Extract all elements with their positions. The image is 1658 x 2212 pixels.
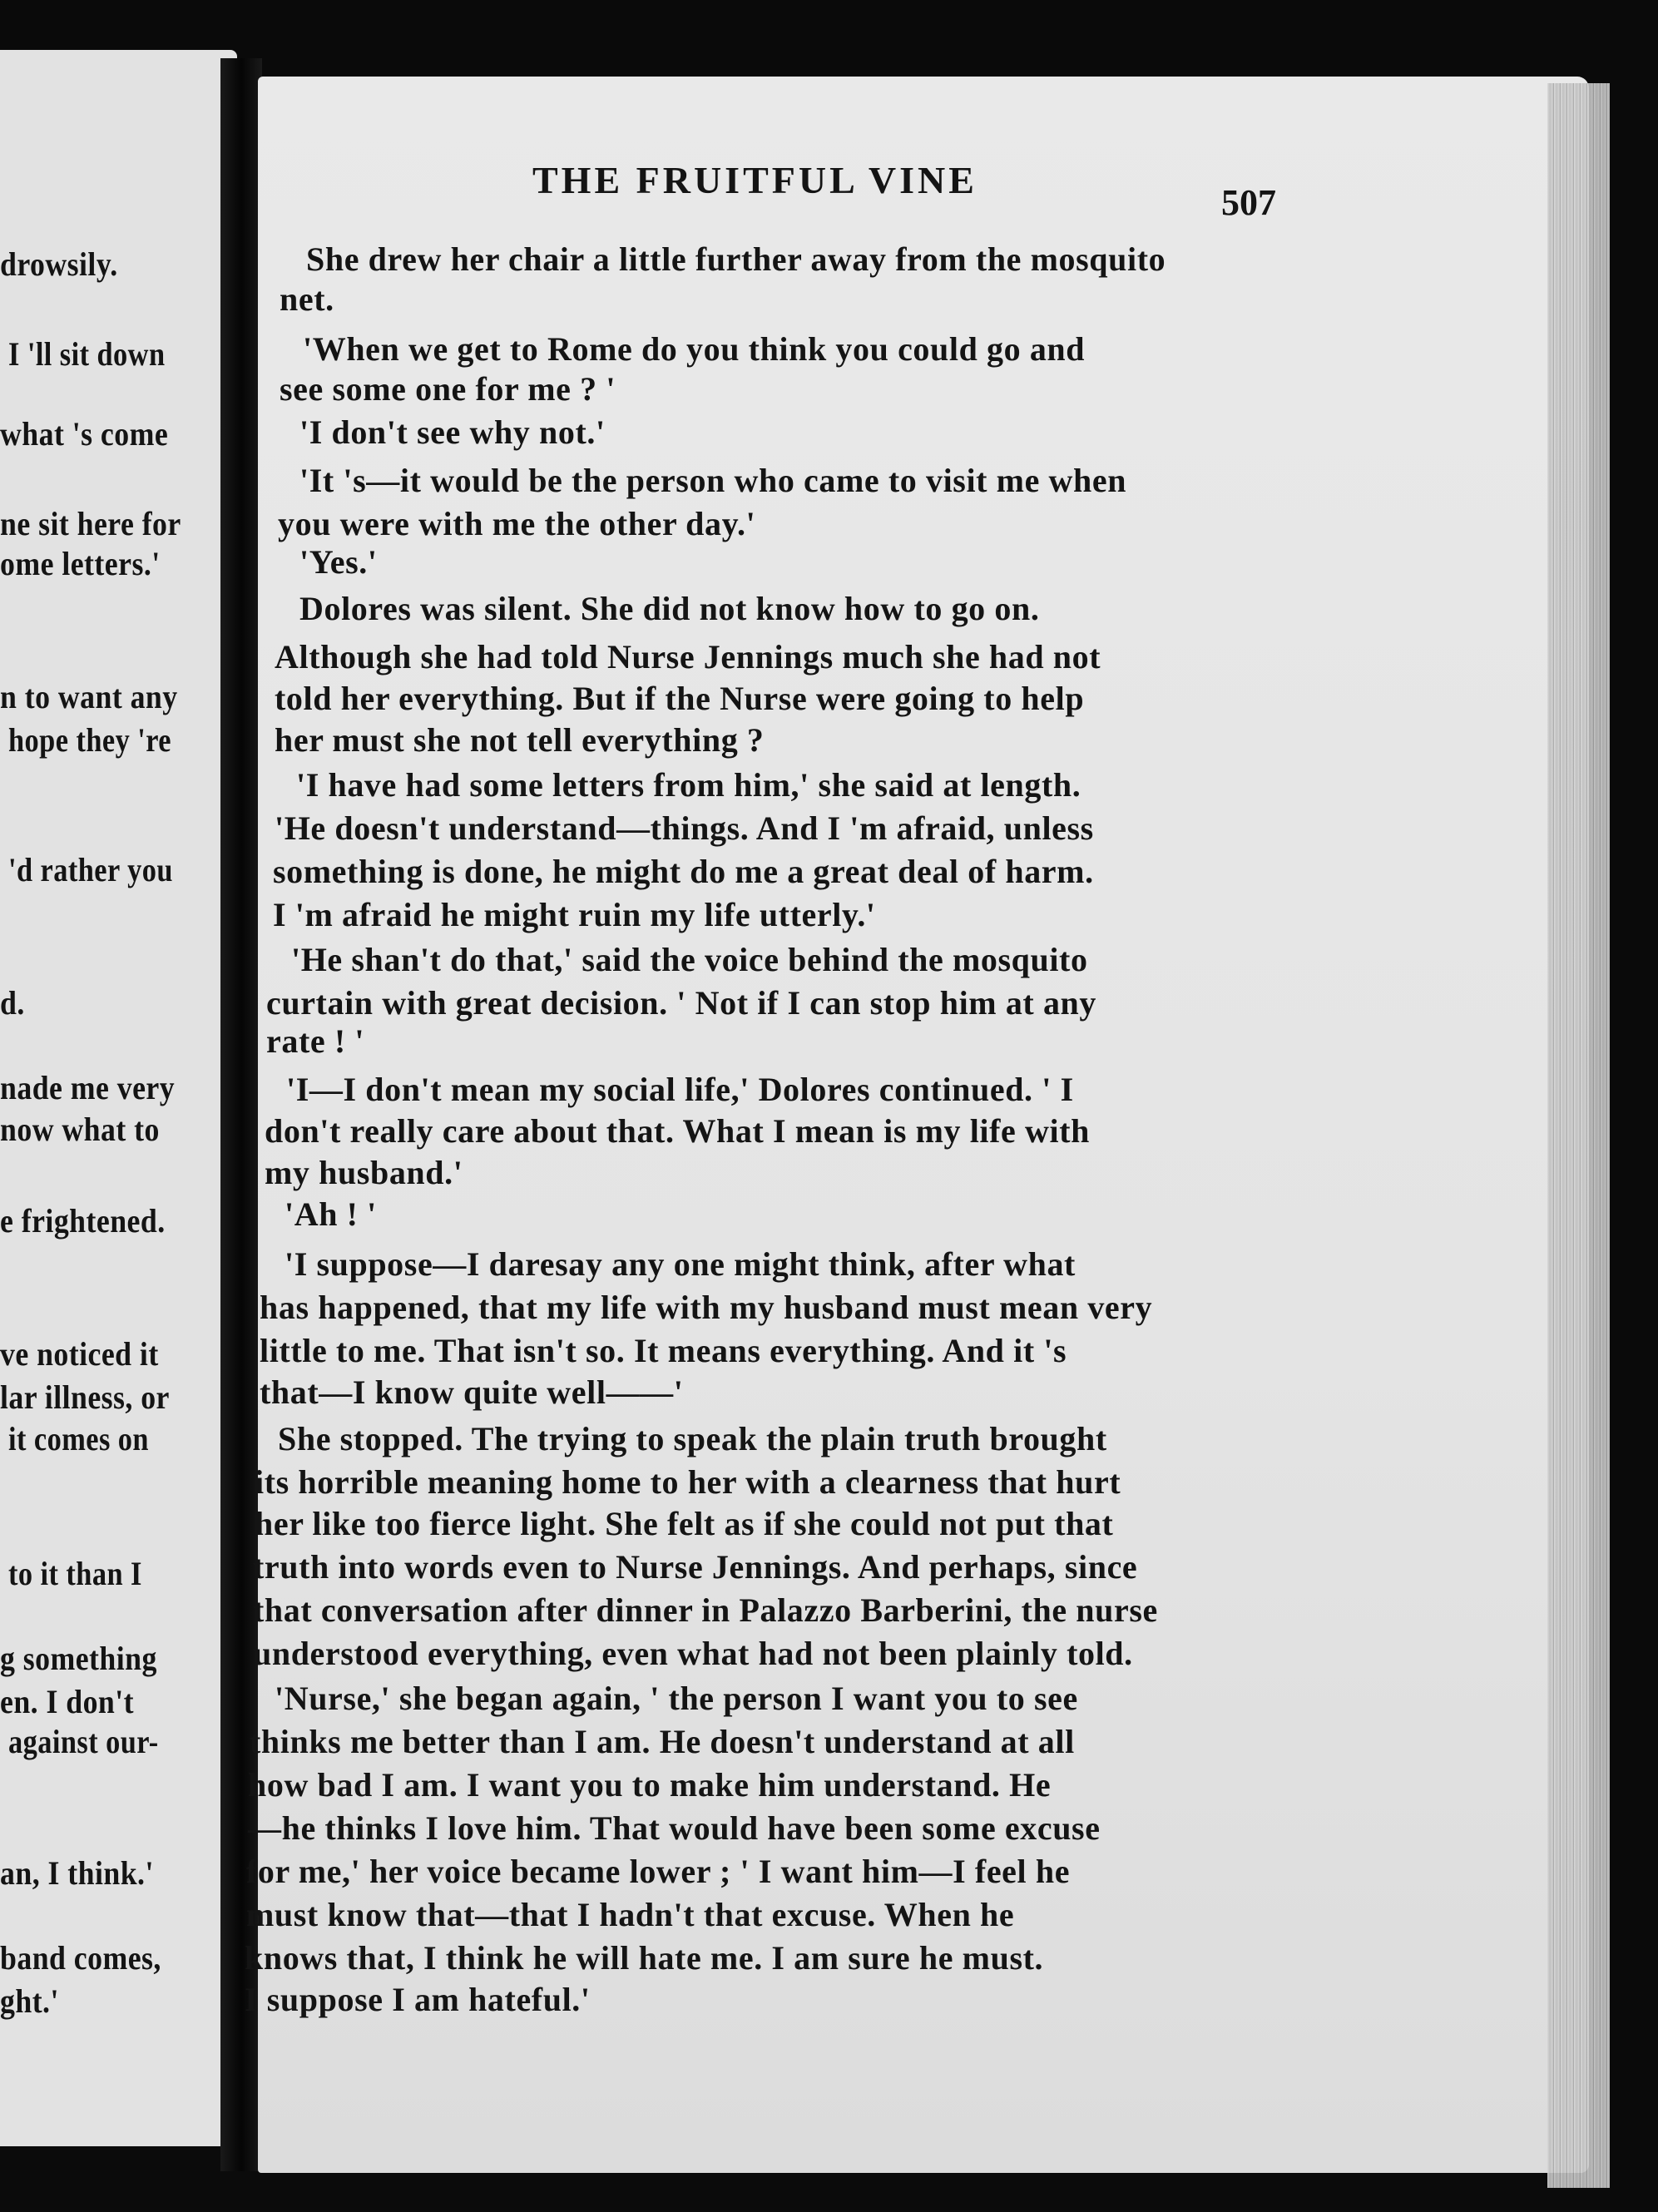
text-line: I suppose I am hateful.' xyxy=(245,1981,591,2018)
text-line: 'I have had some letters from him,' she said at length. xyxy=(296,766,1081,804)
left-line: e frightened. xyxy=(0,1202,166,1240)
left-line: what 's come xyxy=(0,415,169,453)
left-line: g something xyxy=(0,1640,157,1677)
text-line: 'Nurse,' she began again, ' the person I want you to see xyxy=(275,1680,1078,1717)
text-line: rate ! ' xyxy=(266,1022,365,1060)
text-line: knows that, I think he will hate me. I am sure he must. xyxy=(245,1939,1044,1977)
text-line: 'When we get to Rome do you think you could go and xyxy=(303,330,1086,368)
text-line: my husband.' xyxy=(265,1154,463,1191)
text-line: Dolores was silent. She did not know how to go on. xyxy=(299,590,1040,627)
text-line: for me,' her voice became lower ; ' I want him—I feel he xyxy=(246,1853,1071,1890)
left-line: lar illness, or xyxy=(0,1378,170,1416)
left-line: hope they 're xyxy=(8,721,171,759)
text-line: don't really care about that. What I mean is my life with xyxy=(265,1112,1090,1150)
text-line: She drew her chair a little further away from the mosquito xyxy=(306,240,1166,278)
text-line: 'It 's—it would be the person who came to visit me when xyxy=(299,462,1127,499)
text-line: 'I suppose—I daresay any one might think, after what xyxy=(285,1245,1076,1283)
text-line: —he thinks I love him. That would have been some excuse xyxy=(248,1809,1101,1847)
text-line: Although she had told Nurse Jennings much she had not xyxy=(275,638,1101,675)
text-line: her must she not tell everything ? xyxy=(275,721,765,759)
text-line: net. xyxy=(280,280,334,318)
text-line: 'I—I don't mean my social life,' Dolores continued. ' I xyxy=(286,1071,1074,1108)
left-line: drowsily. xyxy=(0,245,118,283)
text-line: how bad I am. I want you to make him understand. He xyxy=(248,1766,1052,1804)
text-line: its horrible meaning home to her with a clearness that hurt xyxy=(255,1463,1121,1501)
left-line: en. I don't xyxy=(0,1683,135,1720)
running-header-title: THE FRUITFUL VINE xyxy=(532,159,977,201)
left-line: band comes, xyxy=(0,1939,161,1977)
left-line: to it than I xyxy=(8,1555,142,1592)
left-line: it comes on xyxy=(8,1420,149,1457)
left-line: n to want any xyxy=(0,678,178,715)
text-line: 'He shan't do that,' said the voice behind the mosquito xyxy=(291,941,1088,978)
text-line: She stopped. The trying to speak the plain truth brought xyxy=(278,1420,1107,1457)
text-line: must know that—that I hadn't that excuse. When he xyxy=(246,1896,1015,1933)
text-line: curtain with great decision. ' Not if I can stop him at any xyxy=(266,984,1096,1022)
text-line: understood everything, even what had not been plainly told. xyxy=(253,1635,1133,1672)
text-line: has happened, that my life with my husband must mean very xyxy=(260,1289,1153,1326)
left-line: nade me very xyxy=(0,1069,176,1106)
text-line: that conversation after dinner in Palazzo Barberini, the nurse xyxy=(253,1591,1158,1629)
text-line: 'Ah ! ' xyxy=(285,1195,377,1233)
left-line: d. xyxy=(0,984,25,1022)
text-line: thinks me better than I am. He doesn't understand at all xyxy=(250,1723,1075,1760)
left-line: ght.' xyxy=(0,1982,59,2020)
page-number: 507 xyxy=(1221,182,1276,223)
left-facing-page xyxy=(0,50,237,2146)
text-line: truth into words even to Nurse Jennings. And perhaps, since xyxy=(253,1548,1138,1586)
left-line: 'd rather you xyxy=(8,851,173,888)
left-line: I 'll sit down xyxy=(8,335,166,373)
text-line: see some one for me ? ' xyxy=(280,370,616,408)
text-line: 'Yes.' xyxy=(299,543,378,581)
scan-edge-shadow xyxy=(1610,75,1658,2212)
text-line: little to me. That isn't so. It means everything. And it 's xyxy=(260,1332,1067,1369)
left-line: now what to xyxy=(0,1111,160,1148)
left-line: an, I think.' xyxy=(0,1854,154,1892)
text-line: 'He doesn't understand—things. And I 'm afraid, unless xyxy=(275,809,1094,847)
text-line: I 'm afraid he might ruin my life utterly.' xyxy=(273,896,876,933)
left-line: ve noticed it xyxy=(0,1335,159,1373)
text-line: something is done, he might do me a great deal of harm. xyxy=(273,853,1094,890)
text-line: 'I don't see why not.' xyxy=(299,413,606,451)
text-line: you were with me the other day.' xyxy=(278,505,756,542)
text-line: her like too fierce light. She felt as if she could not put that xyxy=(255,1505,1114,1542)
left-line: against our- xyxy=(8,1723,159,1760)
text-line: told her everything. But if the Nurse were going to help xyxy=(275,680,1085,717)
left-line: ome letters.' xyxy=(0,545,161,582)
text-line: that—I know quite well——' xyxy=(260,1373,684,1411)
left-line: ne sit here for xyxy=(0,505,181,542)
